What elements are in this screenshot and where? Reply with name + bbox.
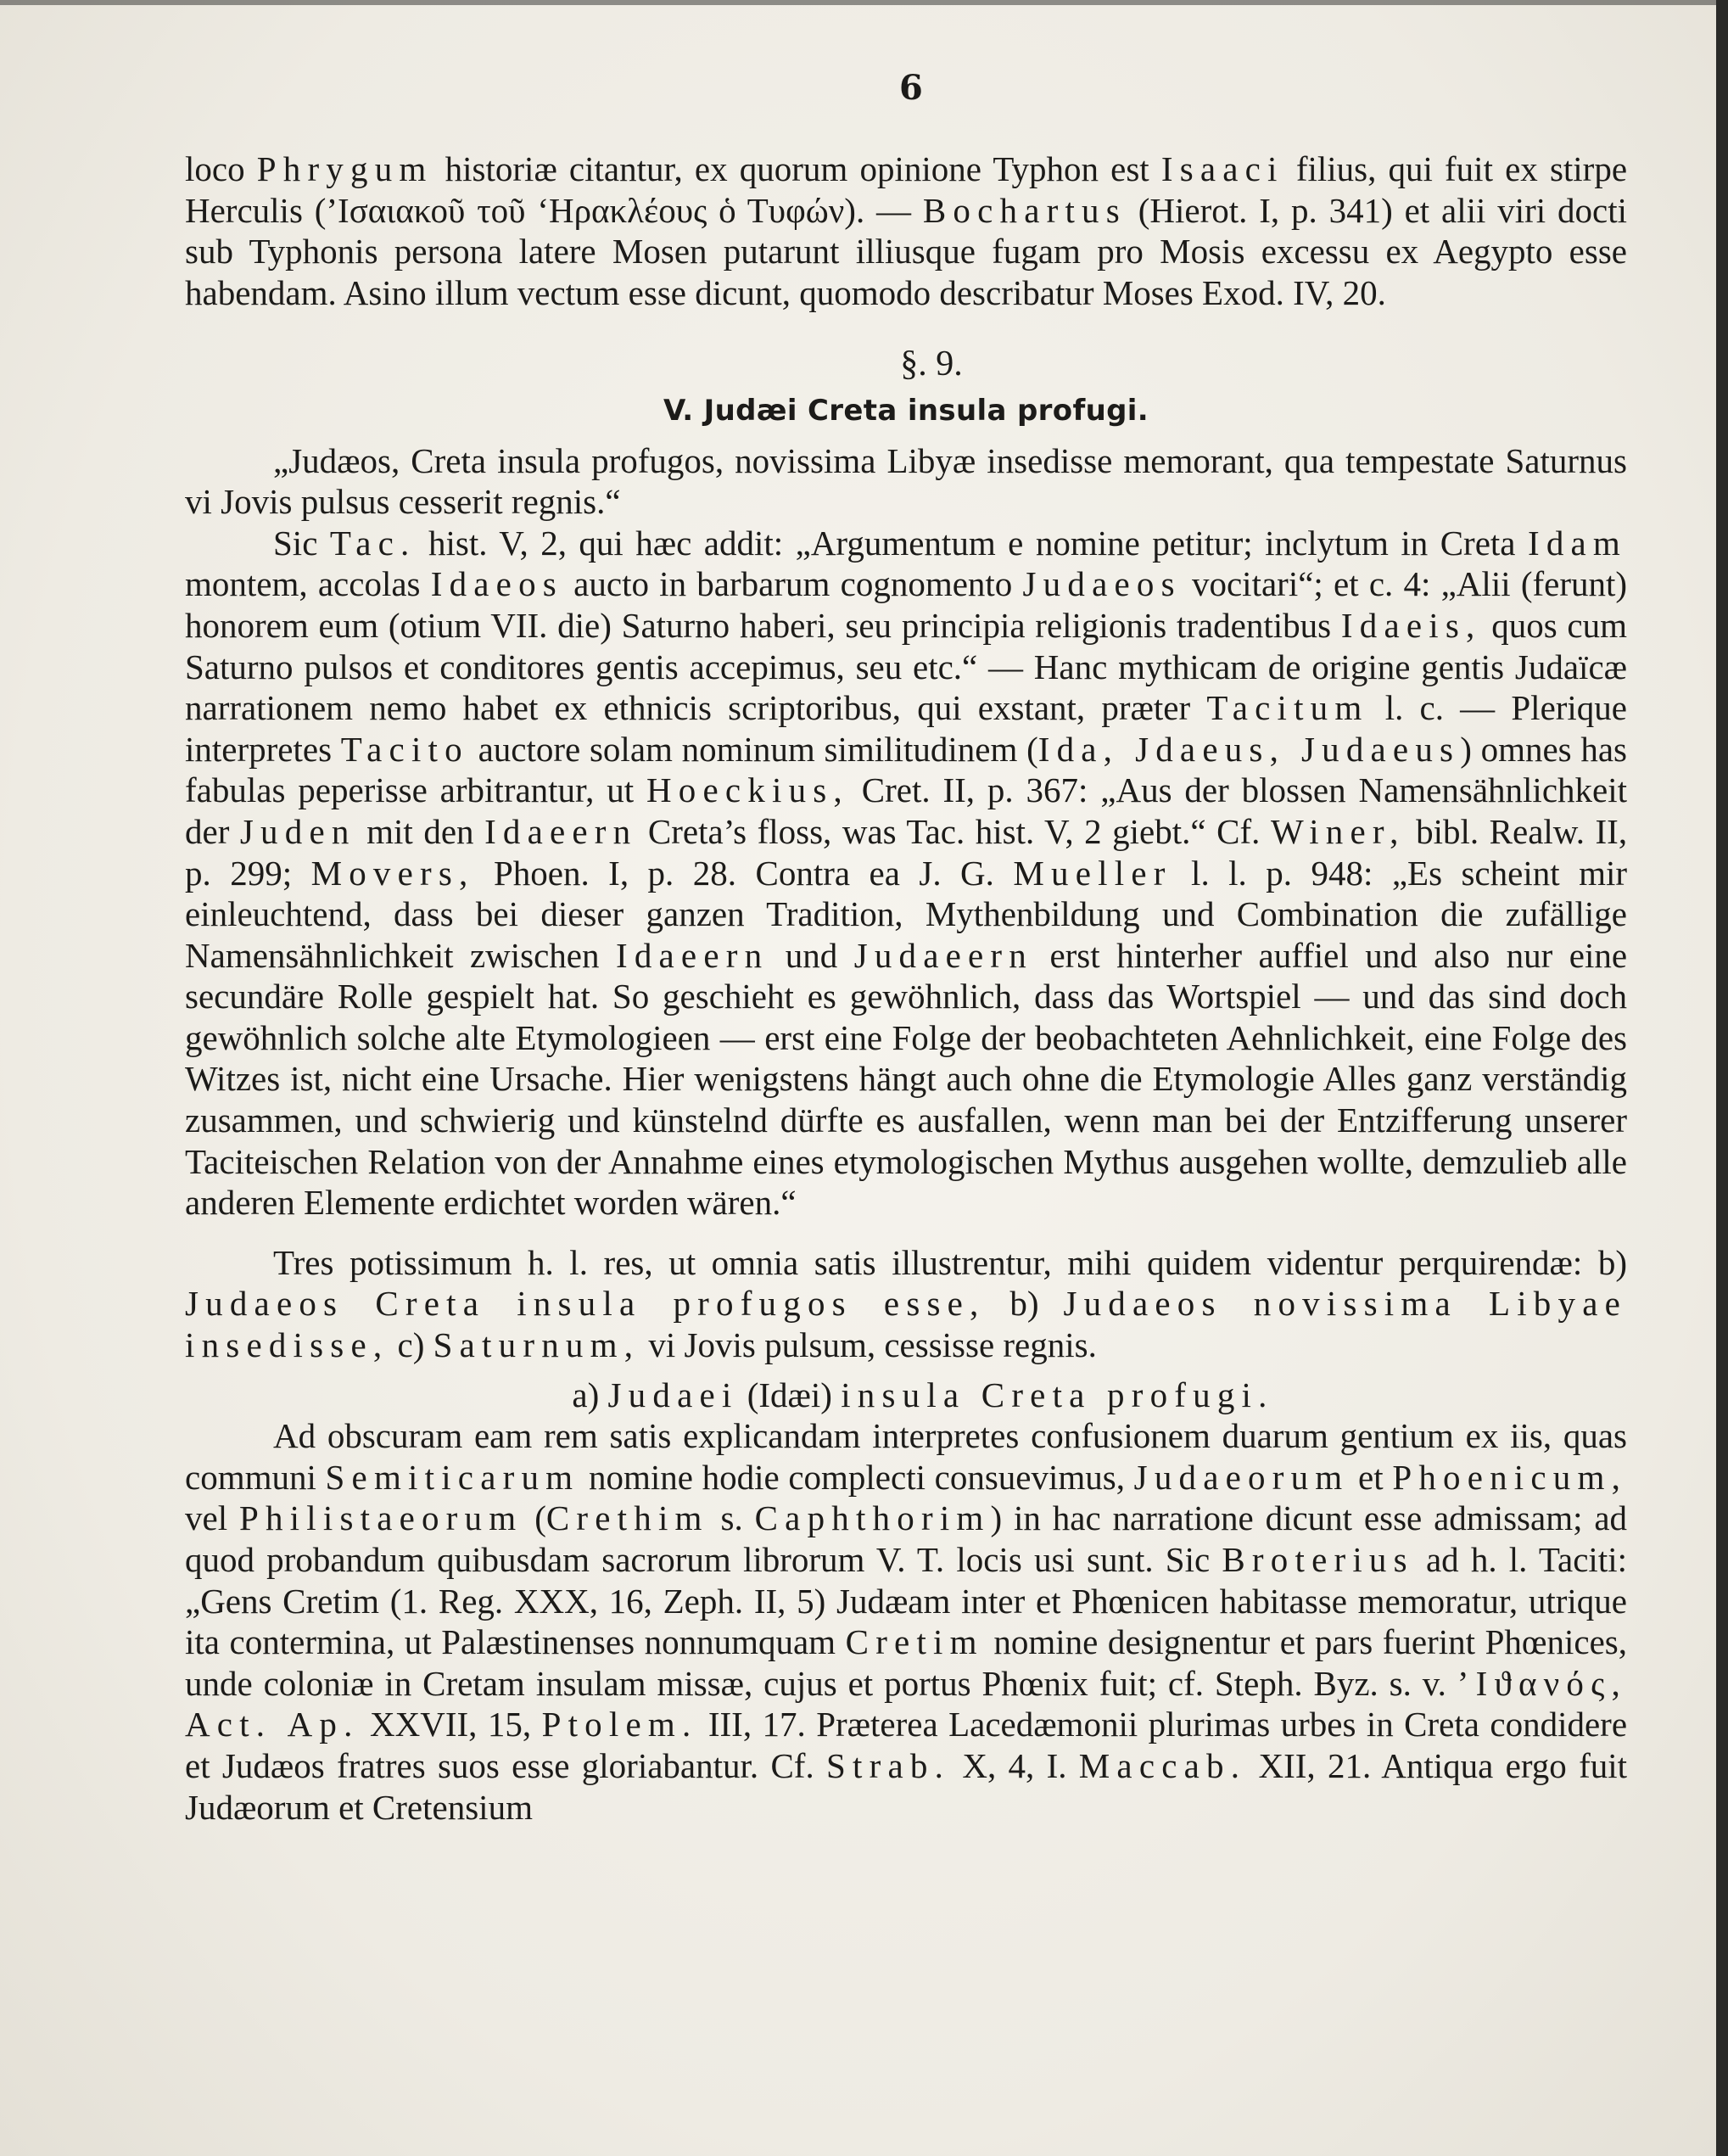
spaced-name: Idaeos (430, 564, 563, 604)
text-run: historiæ citantur, ex quorum opinione Typhon est (445, 149, 1149, 188)
spaced-name: Crethim (545, 1498, 709, 1538)
spaced-name: ’Ιϑανός, (1457, 1663, 1627, 1703)
spaced-name: Judaei (607, 1375, 739, 1414)
spaced-name: Winer, (1270, 811, 1406, 851)
paragraph-3 (185, 523, 1627, 1224)
spaced-name: Mueller (1013, 853, 1172, 893)
page-top-edge (0, 0, 1728, 5)
paragraph-1 (185, 148, 1627, 313)
text-run: Cret. II, p. 367: „Aus der blossen Namensähnlichkeit der (185, 770, 1627, 851)
text-run: s. (720, 1498, 743, 1538)
spaced-name: Phrygum (256, 149, 433, 188)
spaced-name: Semiticarum (325, 1457, 580, 1497)
text-run: (Idæi) (747, 1375, 832, 1414)
section-number: §. 9. (900, 344, 963, 384)
spaced-name: Phoenicum, (1392, 1457, 1628, 1497)
spaced-name: Ptolem. (541, 1705, 698, 1744)
text-run: Sic (273, 523, 318, 563)
spaced-name: Act. Ap. (185, 1705, 360, 1744)
paragraph-4 (185, 1242, 1627, 1366)
spaced-name: Judaeorum (1133, 1457, 1350, 1497)
text-run: filius, qui fuit ex stirpe Herculis (’Ισαιακοῦ τοῦ ‘Ηρακλέους ὁ Τυφών). — (185, 149, 1628, 230)
text-run: ) omnes has fabulas peperisse arbitrantur, ut (185, 729, 1628, 810)
spaced-name: Idam (1527, 523, 1628, 563)
spaced-name: Judaeos (1022, 564, 1182, 604)
text-run: vel (185, 1498, 228, 1538)
text-run: Tres potissimum h. l. res, ut omnia satis illustrentur, mihi quidem videntur perquirendæ: b) (273, 1242, 1627, 1282)
section-title: V. Judæi Creta insula profugi. (663, 393, 1149, 428)
paragraph-gap (185, 1224, 1627, 1242)
spaced-name: Tacito (340, 729, 469, 769)
text-run: l. l. p. 948: „Es scheint mir einleuchtend, dass bei dieser ganzen Tradition, Mythenbildung und Combination die zufällige Namensähnlichkeit zwischen (185, 853, 1628, 975)
spaced-name: Bochartus (922, 190, 1127, 230)
spaced-name: Idaeis, (1340, 605, 1482, 645)
text-run: (Hierot. I, p. 341) et alii viri docti sub Typhonis persona latere Mosen putarunt illiusque fugam pro Mosis excessu ex Aegypto esse habendam. Asino illum vectum esse dicunt, quomodo describatur Moses Exod. IV, 20. (185, 190, 1627, 312)
text-run: nomine designentur et pars fuerint Phœnices, unde coloniæ in Cretam insulam missæ, cujus et portus Phœnix fuit; cf. Steph. Byz. s. v. (185, 1622, 1628, 1703)
spaced-name: Cretim (845, 1622, 984, 1662)
spaced-name: insula Creta profugi. (841, 1375, 1274, 1414)
text-run: erst hinterher auffiel und also nur eine secundäre Rolle gespielt hat. So geschieht es gewöhnlich, dass das Wortspiel — und das sind doch gewöhnlich solche alte Etymologieen — erst eine Folge der beobachteten Aehnlichkeit, eine Folge des Witzes ist, nicht eine Ursache. Hier wenigstens hängt auch ohne die Etymologie Alles ganz verständig zusammen, und schwierig und künstelnd dürfte es ausfallen, wenn man bei der Entzifferung unserer Taciteischen Relation von der Annahme eines etymologischen Mythus ausgehen wollte, demzulieb alle anderen Elemente erdichtet worden wären.“ (185, 935, 1628, 1223)
spaced-name: Philistaeorum (238, 1498, 523, 1538)
page-number: 6 (899, 68, 923, 108)
text-run: Ad obscuram eam rem satis explicandam interpretes confusionem duarum gentium ex iis, quas communi (185, 1416, 1627, 1497)
spaced-name: Tac. (329, 523, 417, 563)
spaced-name: Isaaci (1160, 149, 1284, 188)
text-run: X, 4, I. (962, 1745, 1067, 1785)
spaced-name: Strab. (826, 1745, 951, 1785)
text-run: vocitari“; et c. 4: „Alii (ferunt) honorem eum (otium VII. die) Saturno haberi, seu principia religionis tradentibus (185, 564, 1628, 645)
text-run: hist. V, 2, qui hæc addit: „Argumentum e nomine petitur; inclytum in Creta (428, 523, 1516, 563)
text-run: aucto in barbarum cognomento (573, 564, 1013, 604)
text-run: bibl. Realw. II, p. 299; (185, 811, 1628, 893)
page-right-edge (1716, 0, 1728, 2156)
text-run: Creta’s floss, was Tac. hist. V, 2 giebt.“ Cf. (647, 811, 1261, 851)
text-run: ( (534, 1498, 546, 1538)
spaced-name: Saturnum, (433, 1325, 640, 1365)
text-run: und (785, 935, 838, 975)
paragraph-2: „Judæos, Creta insula profugos, novissima Libyæ insedisse memorant, qua tempestate Saturnus vi Jovis pulsus cesserit regnis.“ (185, 440, 1627, 522)
text-run: l. c. — Plerique interpretes (185, 688, 1628, 769)
page-body (185, 148, 1627, 1828)
text-run: montem, accolas (185, 564, 421, 604)
spaced-name: Judaeos novissima Libyae insedisse, (185, 1284, 1627, 1365)
spaced-name: Idaeern (615, 935, 769, 975)
text-run: Phoen. I, p. 28. Contra ea J. G. (493, 853, 994, 893)
text-run: quos cum Saturno pulsos et conditores gentis accepimus, seu etc.“ — Hanc mythicam de origine gentis Judaïcæ narrationem nemo habet ex ethnicis scriptoribus, qui exstant, præter (185, 605, 1628, 728)
text-run: nomine hodie complecti consuevimus, (588, 1457, 1125, 1497)
text-run: ad h. l. Taciti: „Gens Cretim (1. Reg. XXX, 16, Zeph. II, 5) Judæam inter et Phœnicen habitasse memoratur, utrique ita contermina, ut Palæstinenses nonnumquam (185, 1540, 1627, 1662)
text-run: ) in hac narratione dicunt esse admissam; ad quod probandum quibusdam sacrorum librorum V. T. locis usi sunt. Sic (185, 1498, 1628, 1579)
spaced-name: Idaeern (484, 811, 638, 851)
text-run: auctore solam nominum similitudinem ( (478, 729, 1038, 769)
spaced-name: Maccab. (1078, 1745, 1247, 1785)
spaced-name: Caphthorim (754, 1498, 991, 1538)
text-run: mit den (366, 811, 474, 851)
text-run: loco (185, 149, 245, 188)
text-run: c) (397, 1325, 425, 1365)
spaced-name: Movers, (310, 853, 475, 893)
text-run: a) (572, 1375, 600, 1414)
spaced-name: Juden (239, 811, 356, 851)
text-run: vi Jovis pulsum, cessisse regnis. (648, 1325, 1097, 1365)
spaced-name: Judaeos Creta insula profugos esse, (185, 1284, 986, 1324)
spaced-name: Ida, Jdaeus, Judaeus (1037, 729, 1461, 769)
subsection-title (185, 1375, 1627, 1416)
spaced-name: Tacitum (1206, 688, 1369, 728)
spaced-name: Judaeern (853, 935, 1033, 975)
paragraph-5 (185, 1415, 1627, 1828)
text-run: XXVII, 15, (370, 1705, 532, 1744)
text-run: et (1358, 1457, 1384, 1497)
text-run: III, 17. Præterea Lacedæmonii plurimas urbes in Creta condidere et Judæos fratres suos esse gloriabantur. Cf. (185, 1705, 1628, 1785)
text-run: b) (1009, 1284, 1039, 1324)
spaced-name: Hoeckius, (646, 770, 849, 810)
spaced-name: Broterius (1222, 1540, 1414, 1579)
text-run: XII, 21. Antiqua ergo fuit Judæorum et Cretensium (185, 1745, 1628, 1827)
